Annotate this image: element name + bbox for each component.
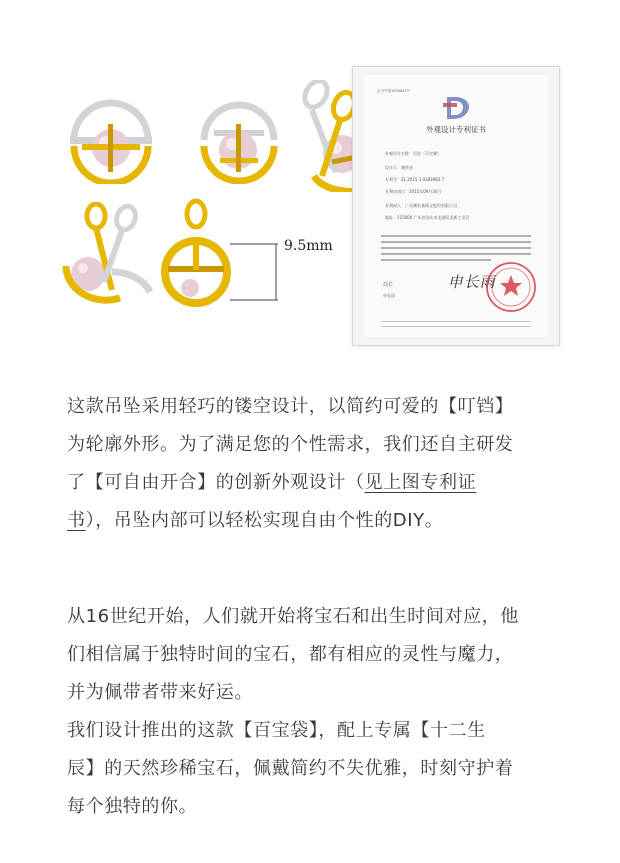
pendant-open-front-view xyxy=(52,202,164,312)
patent-reference-link[interactable]: 书 xyxy=(67,510,86,531)
certificate-field: 地址：515000 广东省汕头市龙湖区龙新工业区 xyxy=(385,215,470,220)
text-line xyxy=(67,464,557,502)
description-paragraph xyxy=(67,388,557,540)
text-run: ），吊坠内部可以轻松实现自由个性的DIY。 xyxy=(85,510,444,531)
text-line xyxy=(67,788,557,826)
certificate-footer-line xyxy=(381,321,531,322)
text-run: 为轮廓外形。为了满足您的个性需求，我们还自主研发 xyxy=(67,434,514,455)
text-run: 这款吊坠采用轻巧的镂空设计，以简约可爱的【叮铛】 xyxy=(67,396,514,417)
dimension-label: 9.5mm xyxy=(284,238,333,254)
certificate-number: 证书号第3698883号 xyxy=(377,89,411,93)
certificate-text-line xyxy=(381,235,531,237)
text-line xyxy=(67,426,557,464)
patent-office-logo-icon xyxy=(441,95,471,121)
text-line xyxy=(67,388,557,426)
text-run: 辰】的天然珍稀宝石，佩戴简约不失优雅，时刻守护着 xyxy=(67,758,514,779)
text-line xyxy=(67,712,557,750)
text-run: 每个独特的你。 xyxy=(67,796,198,817)
certificate-field: 外观设计名称：吊坠（可定制） xyxy=(385,151,441,156)
certificate-field: 专利申请日：2015年09月30日 xyxy=(385,189,442,194)
text-run: 并为佩带者带来好运。 xyxy=(67,682,253,703)
certificate-footer-line xyxy=(381,326,531,327)
text-run: 从16世纪开始，人们就开始将宝石和出生时间对应，他 xyxy=(67,606,519,627)
text-line xyxy=(67,502,557,540)
text-run: 了【可自由开合】的创新外观设计（ xyxy=(67,472,365,493)
text-run: 我们设计推出的这款【百宝袋】，配上专属【十二生 xyxy=(67,720,486,741)
certificate-paper xyxy=(363,75,549,337)
patent-reference-link[interactable]: 见上图专利证 xyxy=(364,472,477,493)
text-line xyxy=(67,598,557,636)
certificate-field: 专利号：ZL 2015 3 0382883.7 xyxy=(385,177,445,182)
pendant-dimension-view xyxy=(160,196,284,314)
certificate-field: 设计人：谢传亮 xyxy=(385,165,413,170)
certificate-text-line xyxy=(381,259,491,261)
story-paragraph xyxy=(67,598,557,826)
certificate-text-line xyxy=(381,253,531,255)
pendant-angled-view xyxy=(180,84,298,184)
text-line xyxy=(67,750,557,788)
text-run: 们相信属于独特时间的宝石，都有相应的灵性与魔力， xyxy=(67,644,514,665)
certificate-title: 外观设计专利证书 xyxy=(426,125,486,134)
certificate-text-line xyxy=(381,241,531,243)
text-line xyxy=(67,636,557,674)
director-signature: 申长雨 xyxy=(446,273,499,291)
text-line xyxy=(67,674,557,712)
pendant-front-view xyxy=(52,84,170,184)
certificate-field: 专利权人：广东潮宏基珠宝股份有限公司 xyxy=(385,203,457,208)
patent-certificate xyxy=(352,66,560,346)
official-seal-icon xyxy=(485,261,537,313)
certificate-side-label: 申长雨 xyxy=(383,293,395,298)
certificate-side-label: 局长 xyxy=(383,282,394,288)
certificate-text-line xyxy=(381,247,531,249)
